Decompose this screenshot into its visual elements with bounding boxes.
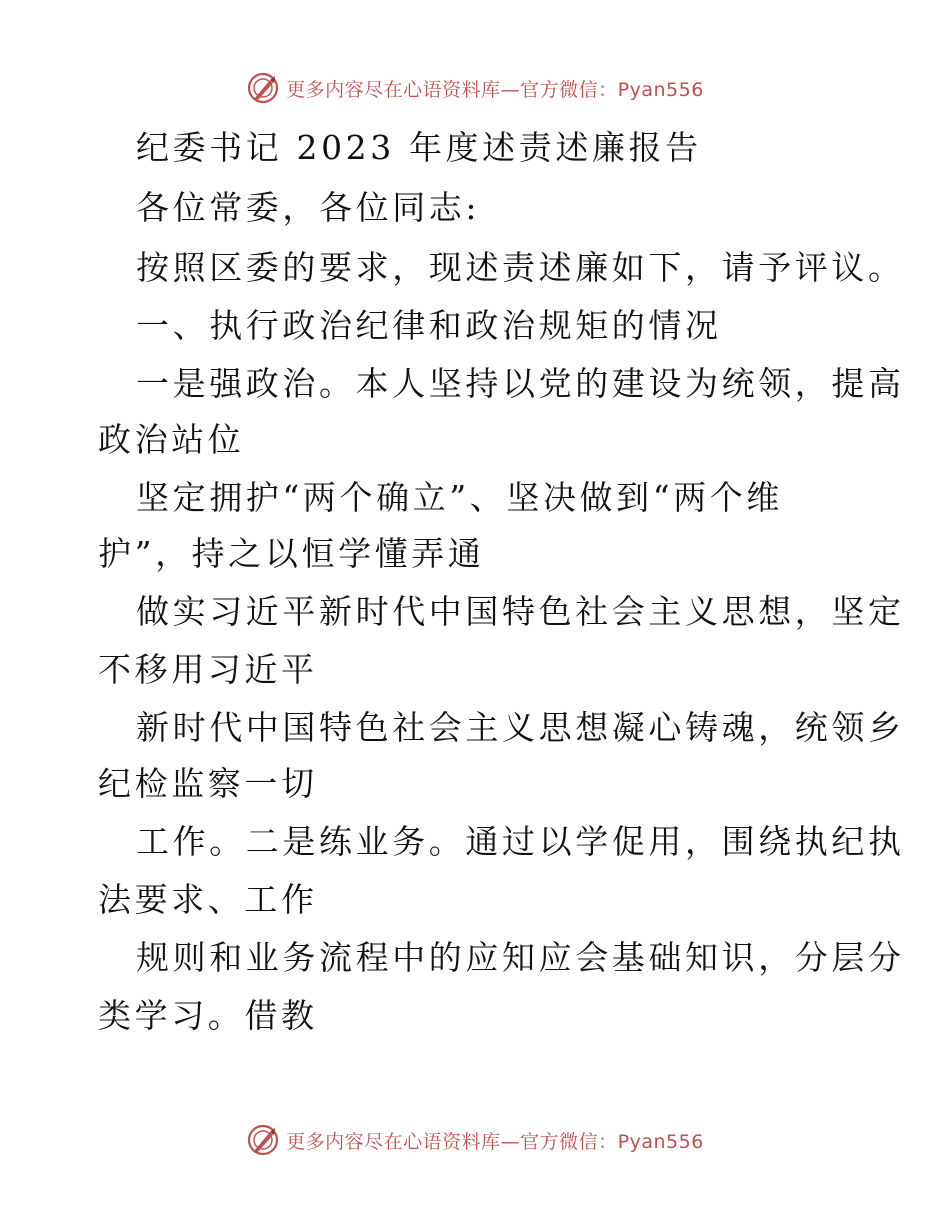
salutation: 各位常委，各位同志: bbox=[136, 188, 481, 227]
paragraph-line: 不移用习近平 bbox=[98, 650, 318, 689]
section-heading: 一、执行政治纪律和政治规矩的情况 bbox=[136, 306, 722, 345]
footer-watermark bbox=[0, 1120, 950, 1160]
paragraph-line: 一是强政治。本人坚持以党的建设为统领，提高 bbox=[136, 364, 905, 403]
paragraph-line: 做实习近平新时代中国特色社会主义思想，坚定 bbox=[136, 592, 905, 631]
header-watermark bbox=[0, 68, 950, 108]
paragraph-line: 规则和业务流程中的应知应会基础知识，分层分 bbox=[136, 938, 905, 977]
paragraph-line: 护”，持之以恒学懂弄通 bbox=[98, 534, 485, 573]
paragraph-line: 坚定拥护“两个确立”、坚决做到“两个维 bbox=[136, 478, 784, 517]
quill-seal-icon bbox=[246, 1123, 280, 1157]
quill-seal-icon bbox=[246, 71, 280, 105]
watermark-text: 更多内容尽在心语资料库—官方微信：Pyan556 bbox=[286, 1130, 704, 1153]
paragraph-line: 法要求、工作 bbox=[98, 880, 318, 919]
paragraph-line: 按照区委的要求，现述责述廉如下，请予评议。 bbox=[136, 248, 905, 287]
paragraph-line: 工作。二是练业务。通过以学促用，围绕执纪执 bbox=[136, 822, 905, 861]
document-title: 纪委书记 2023 年度述责述廉报告 bbox=[136, 128, 702, 167]
paragraph-line: 新时代中国特色社会主义思想凝心铸魂，统领乡 bbox=[136, 708, 905, 747]
paragraph-line: 纪检监察一切 bbox=[98, 764, 318, 803]
paragraph-line: 类学习。借教 bbox=[98, 996, 318, 1035]
watermark-text: 更多内容尽在心语资料库—官方微信：Pyan556 bbox=[286, 78, 704, 101]
paragraph-line: 政治站位 bbox=[98, 420, 245, 459]
